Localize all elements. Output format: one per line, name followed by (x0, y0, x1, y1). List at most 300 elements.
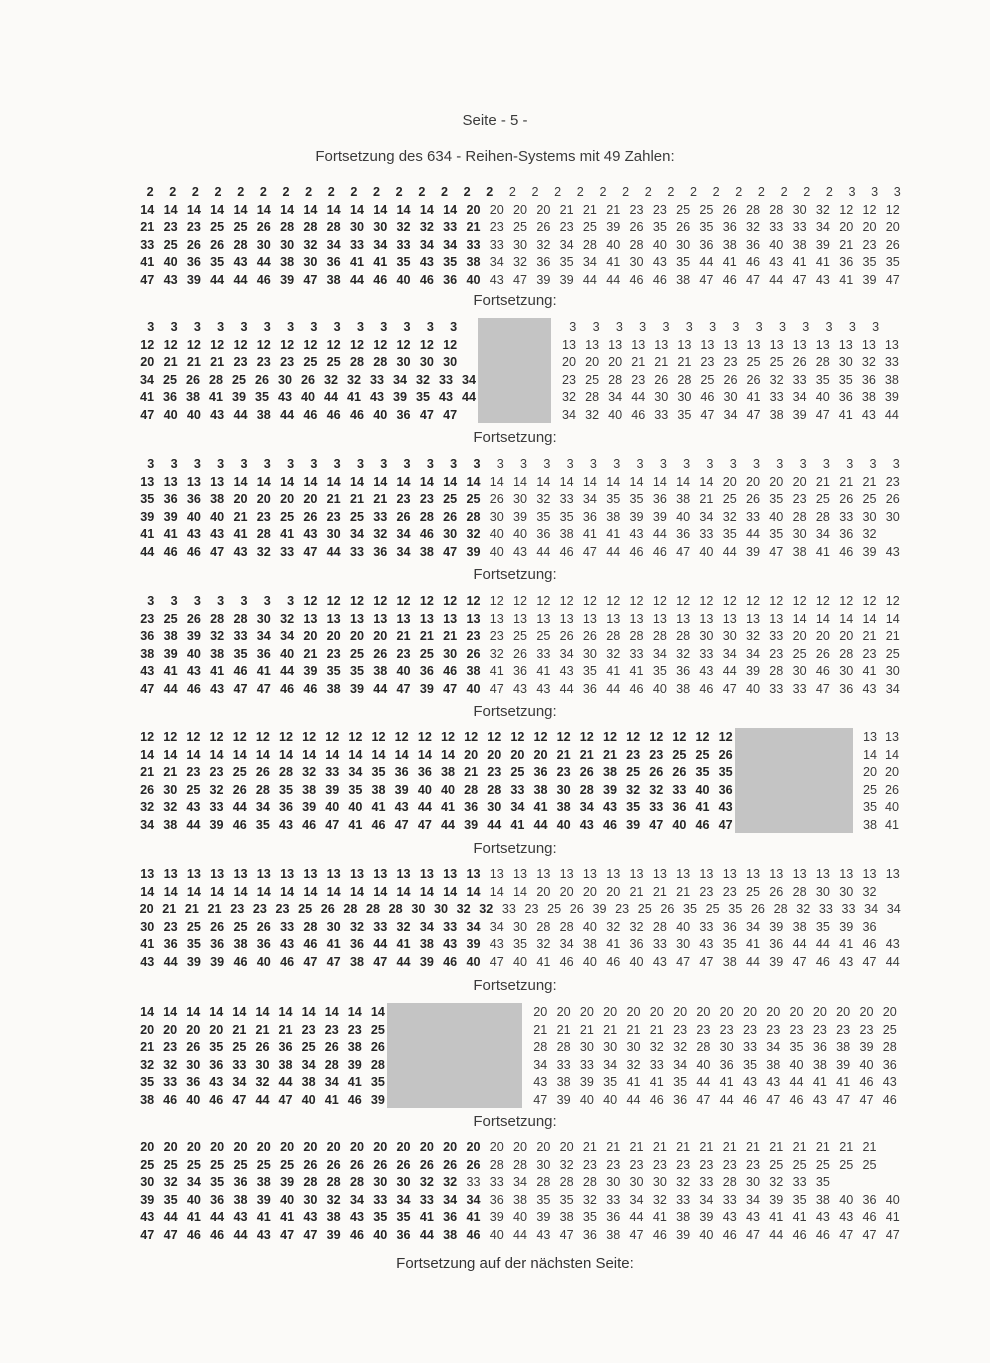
number-cell: 43 (186, 664, 201, 678)
number-cell: 3 (263, 594, 271, 608)
number-cell: 32 (861, 355, 876, 369)
number-row (524, 1073, 897, 1091)
number-cell: 33 (769, 220, 784, 234)
number-cell: 26 (419, 1157, 434, 1172)
number-cell: 47 (559, 1227, 574, 1242)
number-cell: 33 (818, 902, 833, 916)
number-cell: 36 (652, 492, 667, 506)
number-cell: 46 (186, 681, 201, 696)
number-cell: 40 (839, 1192, 854, 1207)
number-cell: 14 (348, 747, 363, 762)
number-cell: 14 (302, 747, 317, 762)
number-cell: 35 (606, 492, 621, 506)
number-cell: 33 (792, 681, 807, 696)
number-cell: 33 (466, 237, 481, 252)
number-cell: 20 (326, 1140, 341, 1154)
number-cell: 12 (626, 730, 641, 744)
number-cell: 43 (438, 390, 453, 404)
number-block (131, 728, 901, 833)
number-row (131, 525, 877, 543)
number-cell: 38 (419, 937, 434, 951)
number-cell: 34 (461, 372, 476, 387)
number-cell: 33 (466, 1175, 481, 1189)
number-cell: 40 (210, 509, 225, 524)
number-cell: 30 (326, 527, 341, 541)
number-cell: 3 (240, 320, 248, 334)
number-cell: 34 (349, 1192, 364, 1207)
number-cell: 26 (186, 1040, 201, 1054)
number-cell: 43 (489, 937, 504, 951)
number-cell: 47 (836, 1092, 851, 1107)
number-cell: 32 (396, 220, 411, 234)
number-cell: 40 (696, 1057, 711, 1072)
number-cell: 40 (513, 1210, 528, 1224)
number-cell: 41 (210, 664, 225, 678)
number-cell: 23 (606, 1157, 621, 1172)
number-cell: 33 (649, 1057, 664, 1072)
number-cell: 12 (672, 730, 687, 744)
number-cell: 36 (278, 800, 293, 814)
number-cell: 2 (191, 185, 199, 199)
number-cell: 47 (443, 681, 458, 696)
number-cell: 13 (699, 611, 714, 626)
number-cell: 40 (746, 681, 761, 696)
number-cell: 40 (301, 1092, 316, 1107)
number-cell: 26 (559, 629, 574, 643)
number-cell: 46 (280, 954, 295, 969)
number-cell: 47 (140, 407, 155, 422)
number-cell: 30 (411, 902, 426, 916)
number-cell: 20 (792, 629, 807, 643)
number-cell: 43 (233, 1210, 248, 1224)
number-cell: 30 (536, 1157, 551, 1172)
number-cell: 44 (210, 272, 225, 287)
number-cell: 28 (536, 1175, 551, 1189)
number-cell: 39 (769, 1192, 784, 1207)
number-row (524, 1021, 897, 1039)
number-cell: 3 (263, 457, 271, 471)
number-cell: 13 (652, 867, 667, 881)
number-cell: 41 (186, 1210, 201, 1224)
number-cell: 32 (536, 237, 551, 252)
number-cell: 23 (489, 629, 504, 643)
number-cell: 30 (163, 782, 178, 797)
number-cell: 20 (186, 1022, 201, 1037)
number-cell: 21 (184, 902, 199, 916)
number-cell: 38 (513, 1192, 528, 1207)
number-cell: 14 (885, 611, 900, 626)
number-cell: 21 (162, 902, 177, 916)
number-cell: 34 (746, 1192, 761, 1207)
number-cell: 26 (254, 372, 269, 387)
number-cell: 38 (722, 237, 737, 252)
number-cell: 41 (466, 1210, 481, 1224)
number-cell: 23 (140, 611, 155, 626)
number-cell: 28 (343, 902, 358, 916)
number-cell: 34 (419, 237, 434, 252)
number-cell: 46 (882, 1092, 897, 1107)
number-cell: 34 (489, 255, 504, 269)
number-cell: 21 (885, 629, 900, 643)
number-cell: 38 (533, 782, 548, 797)
number-cell: 30 (303, 1192, 318, 1207)
number-cell: 40 (373, 407, 388, 422)
number-cell: 20 (186, 1140, 201, 1154)
number-cell: 21 (419, 629, 434, 643)
number-row (131, 781, 733, 799)
number-cell: 47 (233, 681, 248, 696)
number-cell: 44 (232, 800, 247, 814)
number-cell: 20 (349, 629, 364, 643)
number-cell: 34 (510, 800, 525, 814)
number-cell: 14 (209, 747, 224, 762)
number-cell: 20 (256, 492, 271, 506)
number-cell: 25 (510, 765, 525, 779)
number-cell: 34 (392, 372, 407, 387)
number-cell: 28 (722, 1175, 737, 1189)
number-cell: 32 (606, 646, 621, 661)
number-cell: 39 (884, 390, 899, 404)
number-cell: 33 (792, 220, 807, 234)
number-row (553, 406, 899, 424)
number-cell: 41 (836, 1075, 851, 1089)
number-cell: 47 (394, 817, 409, 832)
number-row (131, 236, 900, 254)
number-cell: 13 (862, 730, 877, 744)
number-row (131, 1226, 900, 1244)
number-cell: 41 (348, 817, 363, 832)
number-cell: 26 (396, 1157, 411, 1172)
number-cell: 20 (487, 747, 502, 762)
number-cell: 28 (326, 220, 341, 234)
number-cell: 21 (140, 765, 155, 779)
number-cell: 25 (419, 646, 434, 661)
number-cell: 36 (582, 1227, 597, 1242)
number-cell: 32 (302, 765, 317, 779)
number-cell: 32 (626, 782, 641, 797)
number-cell: 32 (649, 782, 664, 797)
number-cell: 33 (536, 646, 551, 661)
number-cell: 30 (513, 492, 528, 506)
number-cell: 28 (255, 782, 270, 797)
number-cell: 36 (186, 492, 201, 506)
number-cell: 3 (848, 320, 856, 334)
number-cell: 35 (163, 1192, 178, 1207)
number-cell: 47 (839, 1227, 854, 1242)
number-cell: 21 (654, 355, 669, 369)
number-cell: 3 (217, 594, 225, 608)
number-cell: 25 (885, 646, 900, 661)
number-cell: 20 (862, 765, 877, 779)
number-cell: 33 (769, 629, 784, 643)
number-cell: 2 (622, 185, 630, 199)
number-cell: 38 (862, 817, 877, 832)
number-cell: 34 (722, 646, 737, 661)
number-cell: 25 (672, 747, 687, 762)
number-cell: 20 (533, 1005, 548, 1019)
number-cell: 25 (303, 355, 318, 369)
number-row (131, 455, 900, 473)
number-cell: 20 (139, 902, 154, 916)
number-cell: 21 (746, 1140, 761, 1154)
number-cell: 20 (303, 629, 318, 643)
number-cell: 36 (489, 1192, 504, 1207)
number-cell: 12 (652, 594, 667, 608)
number-cell: 44 (769, 272, 784, 287)
number-cell: 36 (373, 544, 388, 559)
number-cell: 30 (723, 390, 738, 404)
number-cell: 13 (562, 337, 577, 352)
number-cell: 35 (789, 1040, 804, 1054)
number-cell: 34 (579, 800, 594, 814)
number-cell: 3 (892, 457, 900, 471)
number-cell: 36 (233, 1175, 248, 1189)
number-cell: 34 (466, 1192, 481, 1207)
number-cell: 14 (280, 474, 295, 489)
number-cell: 43 (815, 1210, 830, 1224)
number-cell: 3 (147, 320, 155, 334)
number-cell: 26 (466, 646, 481, 661)
number-row (131, 1138, 877, 1156)
number-row (131, 900, 901, 918)
number-cell: 34 (673, 1057, 688, 1072)
number-cell: 38 (280, 255, 295, 269)
number-cell: 46 (419, 272, 434, 287)
number-cell: 41 (582, 527, 597, 541)
number-cell: 44 (513, 1227, 528, 1242)
number-cell: 20 (606, 884, 621, 899)
number-cell: 25 (163, 237, 178, 252)
number-cell: 44 (884, 407, 899, 422)
number-cell: 12 (233, 337, 248, 352)
number-cell: 25 (186, 1157, 201, 1172)
number-cell: 41 (140, 937, 155, 951)
number-cell: 34 (746, 919, 761, 934)
number-cell: 21 (626, 1022, 641, 1037)
number-cell: 14 (186, 747, 201, 762)
number-row (855, 781, 899, 799)
number-cell: 12 (885, 202, 900, 217)
number-cell: 20 (859, 1005, 874, 1019)
number-cell: 12 (464, 730, 479, 744)
number-cell: 30 (862, 509, 877, 524)
number-cell: 39 (325, 782, 340, 797)
number-cell: 14 (839, 611, 854, 626)
number-cell: 26 (186, 237, 201, 252)
number-cell: 3 (240, 457, 248, 471)
number-cell: 36 (718, 782, 733, 797)
number-cell: 46 (232, 817, 247, 832)
number-cell: 3 (825, 320, 833, 334)
page-number: Seite - 5 - (462, 112, 528, 129)
number-cell: 25 (513, 629, 528, 643)
number-row (131, 406, 457, 424)
number-cell: 26 (792, 355, 807, 369)
number-cell: 12 (629, 594, 644, 608)
number-cell: 47 (862, 954, 877, 969)
number-cell: 32 (349, 919, 364, 934)
number-cell: 38 (676, 1210, 691, 1224)
number-cell: 28 (606, 629, 621, 643)
number-cell: 44 (789, 1075, 804, 1089)
number-cell: 28 (208, 372, 223, 387)
number-cell: 25 (186, 919, 201, 934)
number-cell: 21 (349, 492, 364, 506)
number-cell: 36 (417, 765, 432, 779)
number-cell: 47 (885, 1227, 900, 1242)
number-cell: 21 (676, 1140, 691, 1154)
continuation-label: Fortsetzung: (473, 703, 557, 720)
number-cell: 14 (349, 202, 364, 217)
number-cell: 38 (861, 390, 876, 404)
number-cell: 12 (443, 594, 458, 608)
number-cell: 21 (207, 902, 222, 916)
number-cell: 47 (443, 407, 458, 422)
number-cell: 12 (280, 337, 295, 352)
number-cell: 12 (676, 594, 691, 608)
number-cell: 20 (885, 220, 900, 234)
number-cell: 12 (326, 594, 341, 608)
number-cell: 38 (349, 954, 364, 969)
number-cell: 34 (396, 1192, 411, 1207)
number-cell: 13 (631, 337, 646, 352)
number-cell: 47 (373, 954, 388, 969)
number-cell: 46 (606, 954, 621, 969)
number-cell: 28 (466, 509, 481, 524)
number-cell: 46 (210, 1227, 225, 1242)
number-cell: 21 (556, 1022, 571, 1037)
number-cell: 36 (513, 664, 528, 678)
number-cell: 36 (210, 1192, 225, 1207)
number-cell: 26 (326, 1157, 341, 1172)
number-cell: 20 (533, 747, 548, 762)
number-cell: 32 (303, 237, 318, 252)
number-cell: 14 (140, 1005, 155, 1019)
number-cell: 41 (839, 272, 854, 287)
number-cell: 46 (371, 817, 386, 832)
number-cell: 12 (718, 730, 733, 744)
number-cell: 26 (255, 765, 270, 779)
number-cell: 35 (673, 1075, 688, 1089)
number-row (553, 353, 899, 371)
number-cell: 32 (536, 937, 551, 951)
number-cell: 3 (755, 320, 763, 334)
number-cell: 21 (629, 1140, 644, 1154)
number-cell: 33 (792, 372, 807, 387)
number-cell: 21 (722, 1140, 737, 1154)
number-cell: 26 (769, 884, 784, 899)
number-cell: 14 (394, 747, 409, 762)
number-cell: 21 (839, 1140, 854, 1154)
number-cell: 40 (348, 800, 363, 814)
number-cell: 39 (536, 272, 551, 287)
number-cell: 30 (396, 1175, 411, 1189)
number-cell: 13 (233, 867, 248, 881)
number-cell: 46 (163, 1092, 178, 1107)
number-cell: 20 (536, 202, 551, 217)
blank-gray-area (387, 1003, 522, 1108)
number-cell: 21 (862, 629, 877, 643)
number-cell: 39 (209, 817, 224, 832)
number-cell: 30 (839, 884, 854, 899)
number-cell: 3 (380, 320, 388, 334)
number-cell: 40 (884, 800, 899, 814)
number-cell: 34 (652, 646, 667, 661)
number-cell: 23 (163, 220, 178, 234)
number-cell: 36 (861, 372, 876, 387)
number-cell: 43 (140, 664, 155, 678)
number-cell: 44 (722, 544, 737, 559)
number-cell: 3 (520, 457, 528, 471)
number-cell: 35 (769, 527, 784, 541)
number-cell: 44 (606, 272, 621, 287)
number-row (131, 271, 900, 289)
number-cell: 39 (210, 954, 225, 969)
number-cell: 20 (233, 492, 248, 506)
number-cell: 32 (140, 1057, 155, 1072)
number-cell: 14 (513, 474, 528, 489)
number-cell: 12 (326, 337, 341, 352)
number-cell: 14 (606, 474, 621, 489)
number-cell: 39 (392, 390, 407, 404)
number-row (131, 473, 900, 491)
number-cell: 46 (163, 544, 178, 559)
number-cell: 21 (839, 237, 854, 252)
number-cell: 47 (815, 407, 830, 422)
number-cell: 46 (349, 407, 364, 422)
continuation-label: Fortsetzung: (473, 429, 557, 446)
number-cell: 30 (186, 1057, 201, 1072)
number-cell: 13 (861, 337, 876, 352)
number-cell: 34 (280, 629, 295, 643)
number-cell: 47 (722, 681, 737, 696)
number-row (131, 318, 457, 336)
number-cell: 43 (742, 1075, 757, 1089)
number-row (855, 746, 899, 764)
number-cell: 35 (373, 1210, 388, 1224)
number-cell: 13 (210, 474, 225, 489)
number-cell: 21 (140, 1040, 155, 1054)
number-block (131, 865, 901, 970)
number-cell: 44 (233, 272, 248, 287)
number-cell: 28 (303, 220, 318, 234)
number-cell: 34 (582, 492, 597, 506)
number-cell: 14 (303, 202, 318, 217)
number-cell: 32 (649, 1040, 664, 1054)
number-cell: 33 (233, 629, 248, 643)
number-cell: 20 (210, 1140, 225, 1154)
number-cell: 12 (579, 730, 594, 744)
number-cell: 44 (373, 681, 388, 696)
number-cell: 41 (606, 527, 621, 541)
number-row (131, 645, 900, 663)
number-cell: 25 (349, 646, 364, 661)
number-cell: 38 (256, 1175, 271, 1189)
number-cell: 43 (839, 1210, 854, 1224)
number-cell: 35 (371, 765, 386, 779)
number-cell: 46 (792, 1227, 807, 1242)
number-cell: 20 (559, 1140, 574, 1154)
number-cell: 35 (559, 1192, 574, 1207)
number-cell: 12 (349, 337, 364, 352)
number-cell: 46 (303, 681, 318, 696)
number-cell: 35 (815, 1175, 830, 1189)
number-cell: 30 (654, 390, 669, 404)
number-cell: 40 (163, 407, 178, 422)
number-cell: 12 (582, 594, 597, 608)
number-cell: 2 (735, 185, 743, 199)
number-cell: 13 (256, 867, 271, 881)
